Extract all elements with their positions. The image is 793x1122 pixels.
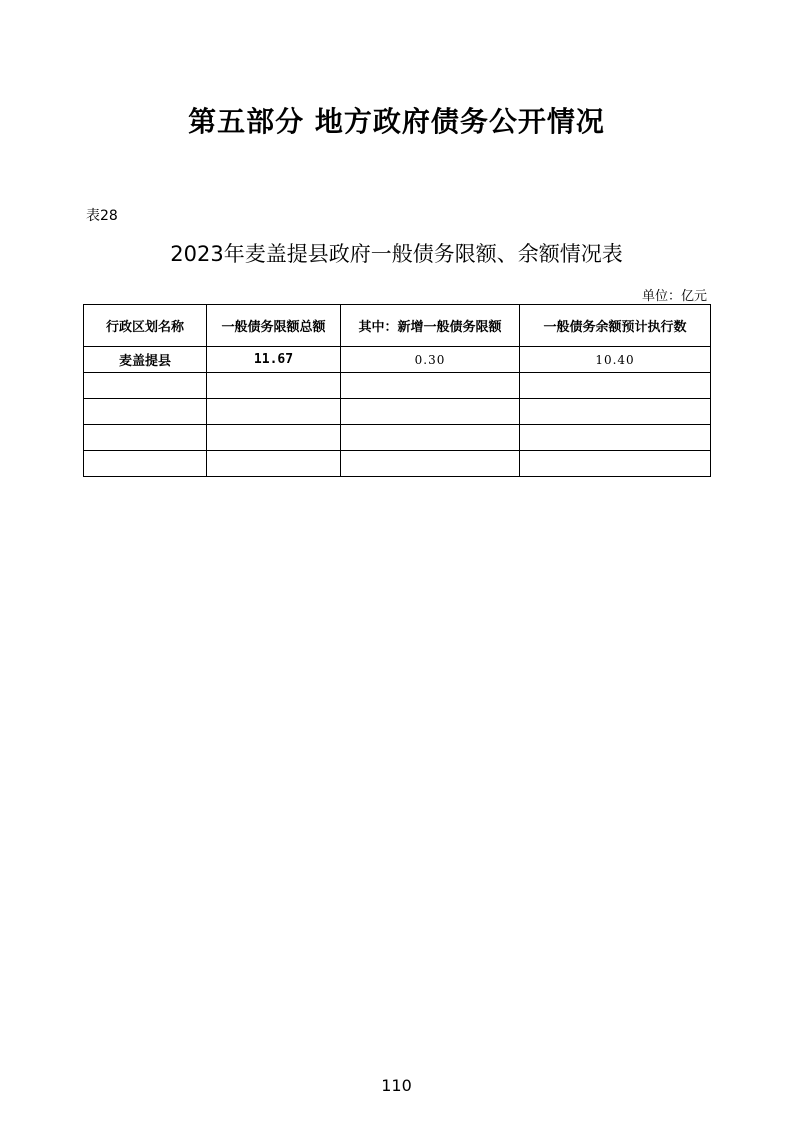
empty-cell (84, 373, 207, 399)
empty-cell (84, 399, 207, 425)
cell-balance-forecast: 10.40 (520, 347, 711, 373)
table-title: 2023年麦盖提县政府一般债务限额、余额情况表 (170, 242, 623, 266)
empty-cell (341, 399, 520, 425)
table-row (84, 347, 711, 373)
empty-cell (341, 373, 520, 399)
empty-cell (520, 373, 711, 399)
empty-cell (207, 399, 341, 425)
empty-cell (520, 399, 711, 425)
empty-cell (520, 425, 711, 451)
empty-cell (207, 425, 341, 451)
page-number: 110 (381, 1076, 412, 1095)
cell-total-limit: 11.67 (207, 347, 341, 373)
header-balance-forecast: 一般债务余额预计执行数 (520, 305, 711, 347)
empty-cell (207, 451, 341, 477)
empty-cell (84, 425, 207, 451)
table-row-empty (84, 399, 711, 425)
header-new-limit: 其中：新增一般债务限额 (341, 305, 520, 347)
table-header-row (84, 305, 711, 347)
table-number: 表28 (86, 208, 118, 224)
empty-cell (84, 451, 207, 477)
empty-cell (341, 451, 520, 477)
cell-new-limit: 0.30 (341, 347, 520, 373)
table-row-empty (84, 451, 711, 477)
empty-cell (520, 451, 711, 477)
debt-table (83, 304, 711, 477)
empty-cell (341, 425, 520, 451)
unit-label: 单位：亿元 (641, 289, 707, 304)
header-total-limit: 一般债务限额总额 (207, 305, 341, 347)
section-title: 第五部分 地方政府债务公开情况 (188, 105, 605, 138)
table-row-empty (84, 425, 711, 451)
empty-cell (207, 373, 341, 399)
header-region: 行政区划名称 (84, 305, 207, 347)
cell-region: 麦盖提县 (84, 347, 207, 373)
table-row-empty (84, 373, 711, 399)
